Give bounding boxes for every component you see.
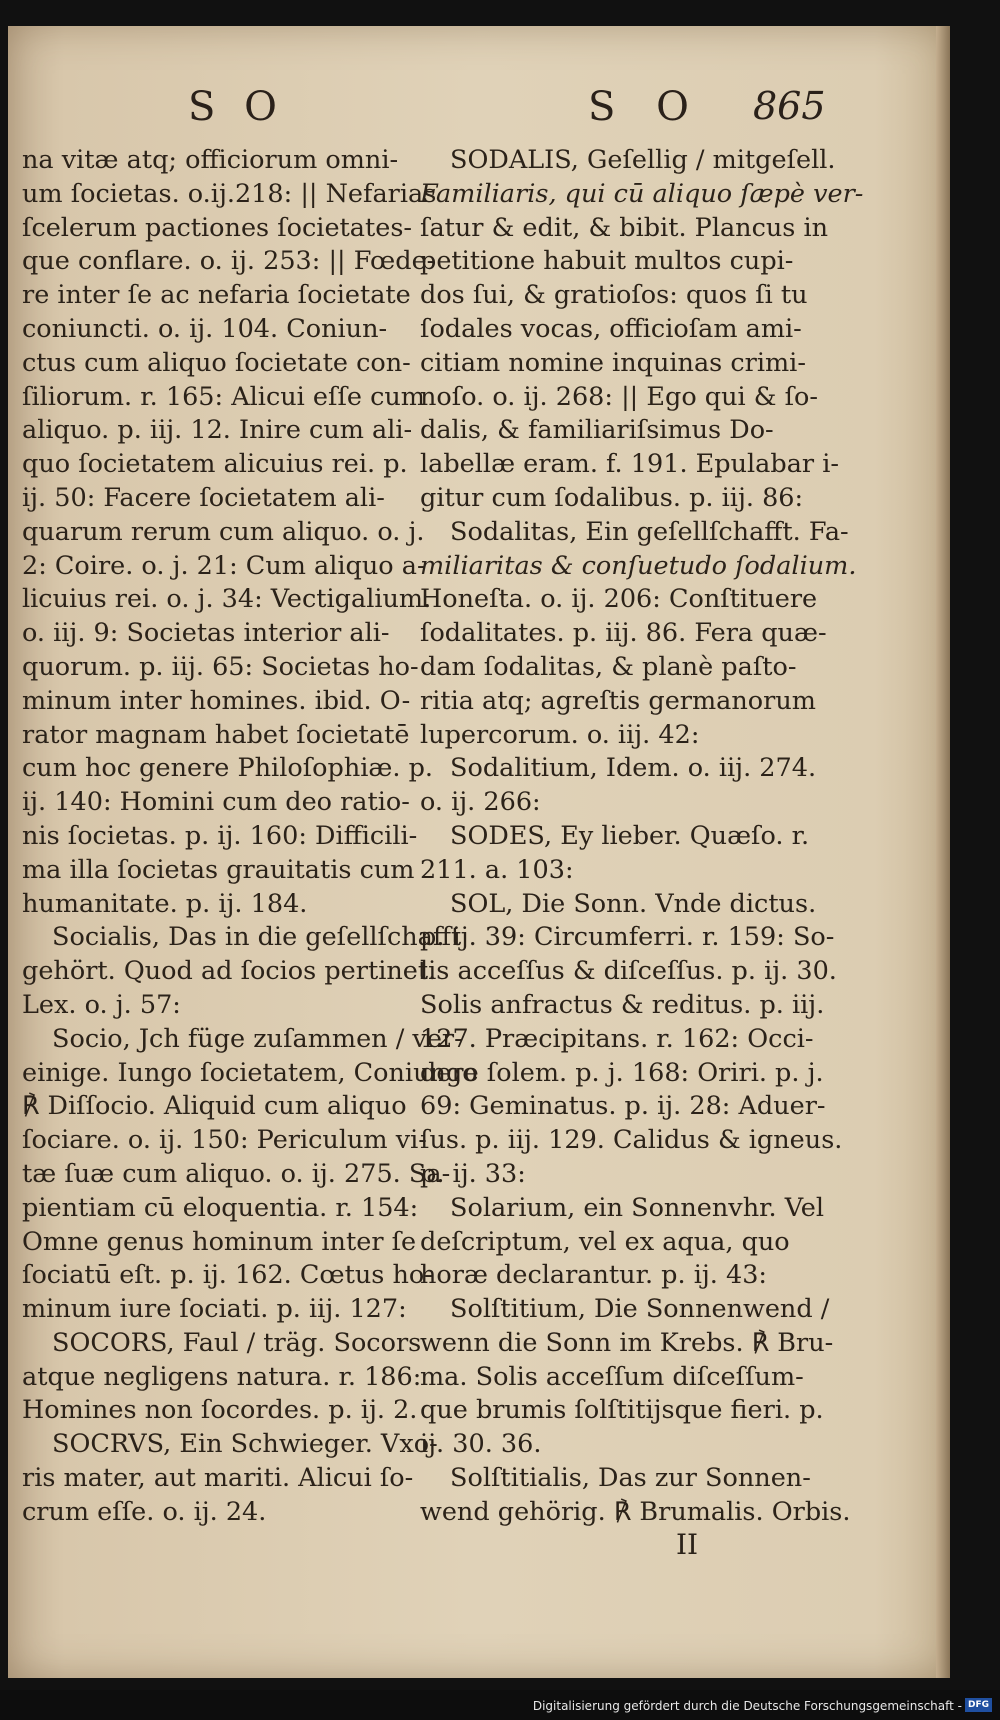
text-line: minum iure ſociati. p. iij. 127: xyxy=(22,1294,407,1325)
text-line: rator magnam habet ſocietatē xyxy=(22,719,410,750)
text-line: minum inter homines. ibid. O- xyxy=(22,685,411,716)
text-line: einige. Iungo ſocietatem, Coniungo xyxy=(22,1057,478,1088)
text-line: na vitæ atq; officiorum omni- xyxy=(22,145,399,175)
text-line: wenn die Sonn im Krebs. ℟ Bru- xyxy=(420,1327,834,1358)
text-line: Lex. o. j. 57: xyxy=(22,989,181,1020)
entry-heading: Sodalitas, Ein geſellſchafft. Fa- xyxy=(450,516,849,547)
text-line: lupercorum. o. iij. 42: xyxy=(420,719,700,750)
dfg-logo-icon: DFG xyxy=(965,1698,992,1712)
entry-heading: Solſtitialis, Das zur Sonnen- xyxy=(450,1463,811,1494)
entry-heading: SODALIS, Geſellig / mitgeſell. xyxy=(450,145,836,175)
entry-heading: Sodalitium, Idem. o. iij. 274. xyxy=(450,753,817,784)
entry-heading: Solſtitium, Die Sonnenwend / xyxy=(450,1294,830,1325)
text-line: ſatur & edit, & bibit. Plancus in xyxy=(420,212,829,243)
entry-heading: SOCORS, Faul / träg. Socors xyxy=(52,1327,422,1358)
running-head xyxy=(8,84,950,134)
text-line: gitur cum ſodalibus. p. iij. 86: xyxy=(420,482,804,513)
text-line: Familiaris, qui cū aliquo ſæpè ver- xyxy=(420,178,864,209)
text-line: o. ij. 266: xyxy=(420,787,541,818)
entry-heading: Socio, Jch füge zuſammen / ver- xyxy=(52,1023,463,1054)
text-line: dam ſodalitas, & planè paſto- xyxy=(420,651,797,682)
text-line: 69: Geminatus. p. ij. 28: Aduer- xyxy=(420,1091,826,1122)
text-line: que conflare. o. ij. 253: || Fœde- xyxy=(22,246,436,277)
text-line: wend gehörig. ℟ Brumalis. Orbis. xyxy=(420,1496,851,1527)
text-line: dere ſolem. p. j. 168: Oriri. p. j. xyxy=(420,1057,824,1088)
text-line: p. ij. 33: xyxy=(420,1158,526,1189)
text-line: quorum. p. iij. 65: Societas ho- xyxy=(22,651,419,682)
footer-credit: Digitalisierung gefördert durch die Deutsche Forschungsgemeinschaft - xyxy=(532,1699,962,1713)
text-line: dalis, & familiariſsimus Do- xyxy=(420,415,774,446)
text-line: quo ſocietatem alicuius rei. p. xyxy=(22,449,408,480)
text-line: ſodalitates. p. iij. 86. Fera quæ- xyxy=(420,618,827,649)
text-line: re inter ſe ac nefaria ſocietate xyxy=(22,280,411,311)
text-line: ij. 140: Homini cum deo ratio- xyxy=(22,787,410,818)
text-line: ſcelerum pactiones ſocietates- xyxy=(22,212,413,243)
text-line: atque negligens natura. r. 186: xyxy=(22,1361,422,1392)
entry-heading: Solarium, ein Sonnenvhr. Vel xyxy=(450,1192,825,1223)
entry-heading: SOCRVS, Ein Schwieger. Vxo- xyxy=(52,1429,438,1460)
text-line: p. ij. 39: Circumferri. r. 159: So- xyxy=(420,922,835,953)
text-line: ij. 50: Facere ſocietatem ali- xyxy=(22,482,385,513)
text-line: aliquo. p. iij. 12. Inire cum ali- xyxy=(22,415,413,446)
text-line: ris mater, aut mariti. Alicui ſo- xyxy=(22,1463,414,1494)
text-line: ſiliorum. r. 165: Alicui eſſe cum xyxy=(22,381,425,412)
text-line: labellæ eram. f. 191. Epulabar i- xyxy=(420,449,839,480)
text-line: tæ ſuæ cum aliquo. o. ij. 275. Sa- xyxy=(22,1158,451,1189)
text-line: Honeſta. o. ij. 206: Conſtituere xyxy=(420,584,818,615)
text-line: nis ſocietas. p. ij. 160: Difficili- xyxy=(22,820,418,851)
text-line: ſodales vocas, officioſam ami- xyxy=(420,313,802,344)
text-line: noſo. o. ij. 268: || Ego qui & ſo- xyxy=(420,381,818,412)
text-line: petitione habuit multos cupi- xyxy=(420,246,794,277)
book-page xyxy=(8,26,950,1678)
text-line: crum eſſe. o. ij. 24. xyxy=(22,1496,267,1527)
text-line: Homines non ſocordes. p. ij. 2. xyxy=(22,1395,418,1426)
text-line: ſus. p. iij. 129. Calidus & igneus. xyxy=(420,1125,843,1156)
text-line: ij. 30. 36. xyxy=(420,1429,542,1460)
text-line: ℟ Diſſocio. Aliquid cum aliquo xyxy=(22,1091,407,1122)
text-line: que brumis ſolſtitijsque fieri. p. xyxy=(420,1395,824,1426)
text-line: ma. Solis acceſſum diſceſſum- xyxy=(420,1361,804,1392)
text-line: Omne genus hominum inter ſe xyxy=(22,1226,417,1257)
text-line: lis acceſſus & diſceſſus. p. ij. 30. xyxy=(420,956,837,987)
text-line: ctus cum aliquo ſocietate con- xyxy=(22,347,411,378)
text-line: um ſocietas. o.ij.218: || Nefarias xyxy=(22,178,437,209)
text-line: dos ſui, & gratioſos: quos ſi tu xyxy=(420,280,808,311)
text-line: 211. a. 103: xyxy=(420,854,574,885)
text-line: o. iij. 9: Societas interior ali- xyxy=(22,618,390,649)
text-line: deſcriptum, vel ex aqua, quo xyxy=(420,1226,790,1257)
text-line: 127. Præcipitans. r. 162: Occi- xyxy=(420,1023,814,1054)
page-edge xyxy=(936,26,950,1678)
text-line: ma illa ſocietas grauitatis cum xyxy=(22,854,415,885)
digitization-footer xyxy=(0,1690,1000,1720)
text-line: pientiam cū eloquentia. r. 154: xyxy=(22,1192,419,1223)
text-line: ritia atq; agreſtis germanorum xyxy=(420,685,816,716)
text-line: licuius rei. o. j. 34: Vectigalium. xyxy=(22,584,432,615)
right-column xyxy=(420,144,864,1530)
text-line: ſociare. o. ij. 150: Periculum vi- xyxy=(22,1125,427,1156)
text-line: Solis anfractus & reditus. p. iij. xyxy=(420,989,825,1020)
entry-heading: Socialis, Das in die geſellſchafft xyxy=(52,922,462,953)
page-number: 865 xyxy=(753,84,826,128)
text-line: cum hoc genere Philoſophiæ. p. xyxy=(22,753,434,784)
running-head-center: S O xyxy=(588,84,703,130)
entry-heading: SODES, Ey lieber. Quæſo. r. xyxy=(450,820,810,851)
text-line: gehört. Quod ad ſocios pertinet. xyxy=(22,956,437,987)
text-line: horæ declarantur. p. ij. 43: xyxy=(420,1260,768,1291)
text-line: quarum rerum cum aliquo. o. j. xyxy=(22,516,425,547)
entry-heading: SOL, Die Sonn. Vnde dictus. xyxy=(450,888,817,919)
text-line: coniuncti. o. ij. 104. Coniun- xyxy=(22,313,388,344)
running-head-left: S O xyxy=(188,84,285,130)
text-line: citiam nomine inquinas crimi- xyxy=(420,347,806,378)
text-line: ſociatū eſt. p. ij. 162. Cœtus ho- xyxy=(22,1260,433,1291)
text-line: humanitate. p. ij. 184. xyxy=(22,888,308,919)
text-line: miliaritas & conſuetudo ſodalium. xyxy=(420,550,857,581)
text-line: 2: Coire. o. j. 21: Cum aliquo a- xyxy=(22,550,426,581)
catchword: II xyxy=(676,1528,699,1561)
